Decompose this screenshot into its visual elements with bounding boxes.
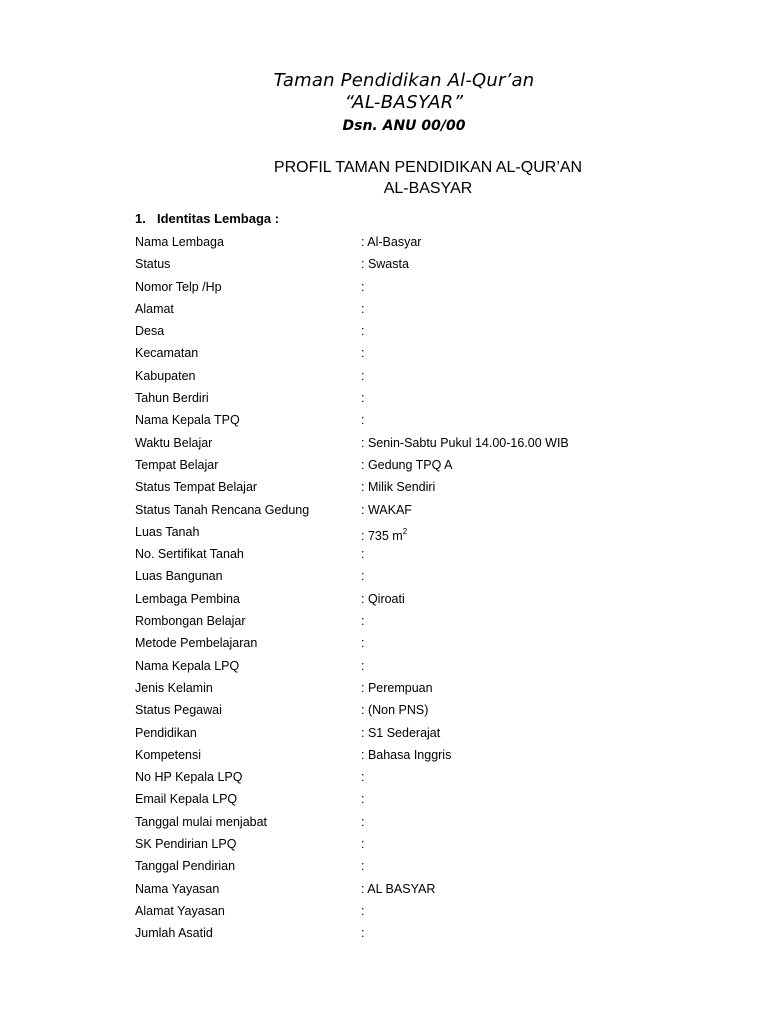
field-value [361,768,364,786]
profile-heading-line2: AL-BASYAR [383,180,473,197]
field-label: Nama Lembaga [135,235,224,249]
table-row [135,768,695,790]
table-row [135,255,695,277]
field-value-text: : 735 m [361,528,403,543]
field-label: Tempat Belajar [135,457,219,472]
field-value [361,590,405,608]
institution-address: Dsn. ANU 00/00 [342,118,466,134]
field-value [361,835,364,853]
field-label: Status [135,257,171,272]
institution-title: Taman Pendidikan Al-Qur’an [273,70,535,91]
section-heading [135,211,279,226]
field-value-text: : Gedung TPQ A [361,457,453,472]
field-label: Tanggal Pendirian [135,859,236,874]
field-label: Alamat [135,301,174,316]
table-row [135,612,695,634]
field-value-text: : [361,547,365,562]
section-title: Identitas Lembaga : [157,211,280,226]
section-number: 1. [135,211,146,226]
table-row [135,389,695,411]
field-value [361,813,364,831]
field-value-text: : [361,859,365,874]
table-row [135,523,695,545]
document-header [0,70,768,136]
field-value [361,456,453,474]
field-value-text: : WAKAF [361,502,412,517]
field-value [361,478,435,496]
field-value [361,679,433,697]
field-value-text: : [361,324,365,339]
field-value [361,701,428,719]
field-label: Kabupaten [135,368,196,383]
field-value-text: : [361,814,365,829]
field-value-text: : [361,614,365,629]
table-row [135,857,695,879]
field-value-text: : (Non PNS) [361,703,429,718]
field-value [361,924,364,942]
field-value [361,411,364,429]
field-label: Rombongan Belajar [135,614,246,629]
table-row [135,278,695,300]
field-label: Waktu Belajar [135,435,213,450]
table-row [135,835,695,857]
field-label: Nama Kepala LPQ [135,658,240,673]
field-label: Status Tanah Rencana Gedung [135,502,310,517]
field-value-text: : [361,658,365,673]
field-value [361,300,364,318]
field-label: Alamat Yayasan [135,903,225,918]
table-row [135,411,695,433]
field-value-text: : Perempuan [361,680,433,695]
field-label: Nomor Telp /Hp [135,279,222,294]
field-value [361,657,364,675]
field-value-text: : Swasta [361,257,409,272]
table-row [135,634,695,656]
field-value-text: : [361,837,365,852]
field-label: Jenis Kelamin [135,680,213,695]
table-row [135,545,695,567]
field-label: Status Tempat Belajar [135,480,258,495]
field-label: Metode Pembelajaran [135,636,258,651]
field-value-text: : [361,391,365,406]
field-value [361,880,435,898]
field-label: Kompetensi [135,747,202,762]
field-label: Luas Tanah [135,524,200,539]
field-label: Email Kepala LPQ [135,792,238,807]
table-row [135,924,695,946]
table-row [135,434,695,456]
field-value [361,233,421,251]
profile-heading [0,157,768,199]
field-value-text: : [361,792,365,807]
field-label: SK Pendirian LPQ [135,837,237,852]
field-label: Desa [135,324,165,339]
table-row [135,902,695,924]
field-value-text: : [361,346,365,361]
table-row [135,344,695,366]
table-row [135,501,695,523]
field-label: No HP Kepala LPQ [135,770,243,785]
table-row [135,367,695,389]
superscript: 2 [402,526,408,536]
field-value [361,612,364,630]
field-value-text: : [361,770,365,785]
table-row [135,567,695,589]
table-row [135,233,695,255]
field-label: Tanggal mulai menjabat [135,814,268,829]
field-value-text: : Al-Basyar [361,235,422,249]
field-value-text: : [361,368,365,383]
table-row [135,813,695,835]
field-label: No. Sertifikat Tanah [135,547,244,562]
field-value [361,545,364,563]
field-value [361,724,440,742]
field-value [361,523,407,545]
table-row [135,478,695,500]
field-value-text: : [361,279,365,294]
table-row [135,657,695,679]
field-label: Nama Kepala TPQ [135,413,240,428]
field-value-text: : Senin-Sabtu Pukul 14.00-16.00 WIB [361,435,569,450]
field-value-text: : [361,569,365,584]
field-value-text: : [361,903,365,918]
field-value-text: : [361,926,365,941]
table-row [135,456,695,478]
field-label: Kecamatan [135,346,199,361]
field-value [361,434,569,452]
field-label: Jumlah Asatid [135,926,213,941]
table-row [135,590,695,612]
field-value [361,278,364,296]
field-value-text: : [361,636,365,651]
table-row [135,701,695,723]
field-value-text: : Bahasa Inggris [361,747,452,762]
profile-heading-line1: PROFIL TAMAN PENDIDIKAN AL-QUR’AN [273,159,583,176]
table-row [135,746,695,768]
field-value-text: : [361,301,365,316]
field-label: Luas Bangunan [135,569,223,584]
field-value-text: : S1 Sederajat [361,725,441,740]
field-value-text: : Milik Sendiri [361,480,436,495]
field-label: Nama Yayasan [135,881,220,896]
field-label: Pendidikan [135,725,197,740]
field-value [361,367,364,385]
table-row [135,322,695,344]
field-value [361,567,364,585]
field-value [361,790,364,808]
field-value [361,902,364,920]
identity-table [135,233,695,947]
field-value [361,322,364,340]
field-label: Status Pegawai [135,703,222,718]
field-value-text: : AL BASYAR [361,881,436,896]
table-row [135,724,695,746]
institution-name: “AL-BASYAR” [344,92,464,113]
table-row [135,880,695,902]
field-value [361,389,364,407]
table-row [135,790,695,812]
field-value [361,255,409,273]
field-value [361,501,412,519]
field-value [361,746,451,764]
field-value [361,344,364,362]
table-row [135,679,695,701]
field-label: Tahun Berdiri [135,391,209,406]
field-value [361,634,364,652]
field-value [361,857,364,875]
field-value-text: : Qiroati [361,591,405,606]
field-label: Lembaga Pembina [135,591,240,606]
table-row [135,300,695,322]
field-value-text: : [361,413,365,428]
